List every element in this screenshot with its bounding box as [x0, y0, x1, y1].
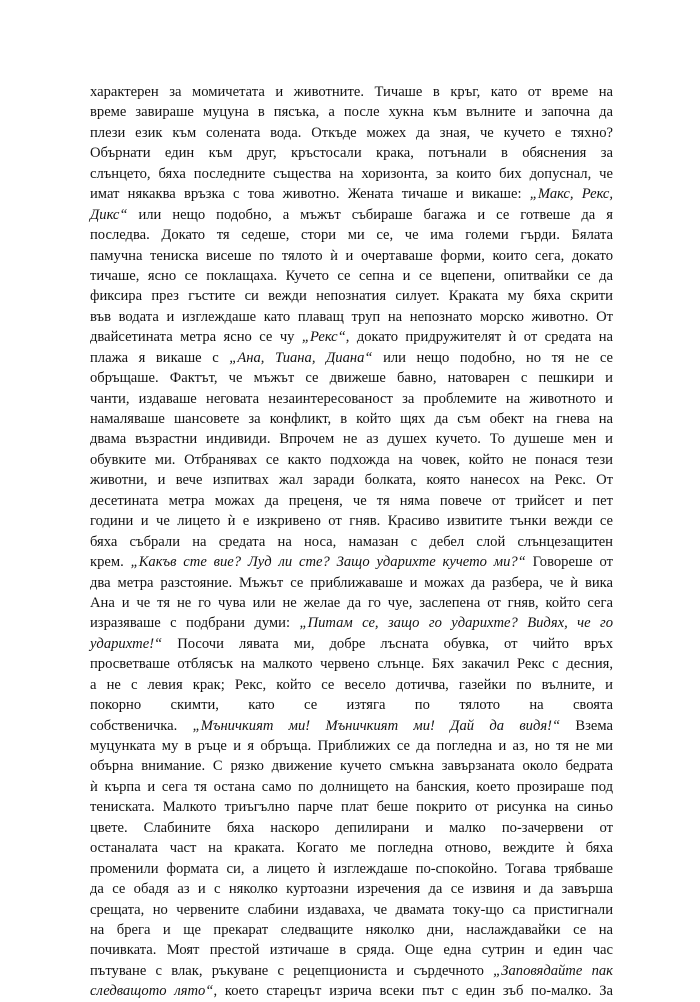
text-segment: а не с левия крак; Рекс, който се весело дотичва, газейки по вълните, и	[90, 676, 613, 693]
text-line	[90, 307, 613, 327]
text-segment: двайсетината метра ясно се чу	[90, 329, 302, 346]
text-line	[90, 654, 613, 674]
text-segment: цвете. Слабините бяха наскоро депилирани и малко по-зачервени от	[90, 819, 613, 836]
italic-segment: „Какъв сте вие? Луд ли сте? Защо ударихте кучето ми?“	[130, 554, 526, 571]
text-line	[90, 205, 613, 225]
text-segment: слънцето, бяха последните същества на хоризонта, за които бих допуснал, че	[90, 165, 613, 182]
text-line	[90, 552, 613, 572]
text-segment: плези език към солената вода. Откъде можех да зная, че кучето е тяхно?	[90, 124, 613, 141]
text-line	[90, 716, 613, 736]
text-segment: имат някаква връзка с това животно. Жената тичаше и викаше:	[90, 186, 530, 203]
text-segment: , което старецът изрича всеки път с един зъб по-малко. За	[213, 983, 614, 1000]
text-segment: характерен за момичетата и животните. Тичаше в кръг, като от време на	[90, 84, 613, 100]
text-line	[90, 123, 613, 143]
text-line	[90, 961, 613, 981]
text-segment: чанти, издаваше неговата незаинтересованост за проблемите на животното и	[90, 390, 613, 407]
text-line	[90, 409, 613, 429]
text-line	[90, 184, 613, 204]
text-line	[90, 981, 613, 1001]
text-segment: обръщаше. Фактът, че мъжът се движеше бавно, натоварен с пешкири и	[90, 370, 613, 387]
text-segment: просветваше отблясък на малкото червено слънце. Бях закачил Рекс с десния,	[90, 656, 613, 673]
body-text	[90, 82, 613, 1002]
text-segment: фиксира през гъстите си вежди непознатия силует. Краката му бяха скрити	[90, 288, 613, 305]
italic-segment: „Макс, Рекс,	[529, 186, 614, 203]
text-segment: бяха събрали на средата на носа, намазан с дебел слой слънцезащитен	[90, 533, 613, 550]
text-segment: във водата и изглеждаше като плаващ труп на непознато морско животно. От	[90, 308, 613, 325]
text-segment: десетината метра можах да преценя, че тя няма повече от трийсет и пет	[90, 492, 613, 509]
text-line	[90, 634, 613, 654]
text-line	[90, 838, 613, 858]
text-segment: двама възрастни индивиди. Впрочем не аз душех кучето. То душеше мен и	[90, 431, 613, 448]
text-line	[90, 491, 613, 511]
text-segment: срещата, но червените слабини издаваха, че двамата току-що са пристигнали	[90, 901, 613, 918]
text-segment: ѝ кърпа и сега тя остана само по долнището на банския, което прозираше под	[90, 778, 613, 795]
text-line	[90, 736, 613, 756]
text-line	[90, 879, 613, 899]
text-segment: тениската. Малкото триъгълно парче плат беше покрито от рисунка на синьо	[90, 799, 613, 816]
text-segment: , докато придружителят ѝ от средата на	[345, 329, 613, 346]
text-line	[90, 859, 613, 879]
text-segment: обърна внимание. С рязко движение кучето смъкна завързаната около бедрата	[90, 758, 613, 775]
text-segment: памучна тениска висеше по тялото ѝ и очертаваше форми, които сега, докато	[90, 247, 613, 264]
text-segment: Взема	[560, 717, 613, 734]
text-segment: крем.	[90, 554, 131, 571]
text-segment: Обърнати един към друг, кръстосали крака, потънали в обяснения за	[90, 145, 613, 162]
text-segment: обувките ми. Отбранявах се както подхожда на човек, който не понася тези	[90, 451, 613, 468]
text-line	[90, 102, 613, 122]
text-segment: или нещо подобно, но тя не се	[372, 349, 613, 366]
italic-segment: „Заповядайте пак	[493, 962, 613, 979]
text-segment: време завираше муцуна в пясъка, а после хукна към вълните и започна да	[90, 104, 613, 121]
text-line	[90, 470, 613, 490]
text-segment: муцунката му в ръце и я обръща. Приближих се да погледна и аз, но тя не ми	[90, 738, 613, 754]
text-line	[90, 143, 613, 163]
text-segment: Посочи лявата ми, добре лъсната обувка, от чийто връх	[162, 635, 613, 652]
italic-segment: „Рекс“	[301, 329, 346, 346]
text-segment: животни, и вече изпитвах жал заради болката, която нанесох на Рекс. От	[90, 472, 613, 489]
text-line	[90, 82, 613, 102]
text-line	[90, 756, 613, 776]
text-segment: два метра разстояние. Мъжът се приближаваше и можах да разбера, че ѝ вика	[90, 574, 613, 591]
text-segment: тичаше, ясно се поклащаха. Кучето се сепна и се вцепени, опитвайки се да	[90, 267, 613, 284]
text-line	[90, 695, 613, 715]
text-segment: Говореше от	[525, 554, 613, 571]
text-segment: останалата част на краката. Когато ме погледна отново, веждите ѝ бяха	[90, 840, 613, 857]
italic-segment: ударихте!“	[90, 635, 163, 652]
text-line	[90, 797, 613, 817]
text-line	[90, 573, 613, 593]
text-line	[90, 389, 613, 409]
text-line	[90, 225, 613, 245]
text-line	[90, 900, 613, 920]
text-segment: Ана и че тя не го чува или не желае да го чуе, заслепена от гняв, който сега	[90, 594, 613, 611]
text-line	[90, 429, 613, 449]
text-line	[90, 368, 613, 388]
text-segment: на брега и ще прекарат следващите няколко дни, наслаждавайки се на	[90, 921, 613, 938]
text-line	[90, 920, 613, 940]
text-segment: собственичка.	[90, 717, 193, 734]
text-line	[90, 593, 613, 613]
text-line	[90, 777, 613, 797]
text-line	[90, 348, 613, 368]
text-segment: пътуване с влак, ръкуване с рецепциониста и сърдечното	[90, 962, 494, 979]
text-line	[90, 675, 613, 695]
text-segment: почивката. Моят престой изтичаше в сряда. Още една сутрин и един час	[90, 942, 613, 959]
text-line	[90, 511, 613, 531]
text-line	[90, 450, 613, 470]
text-line	[90, 532, 613, 552]
text-segment: изразяваше с подбрани думи:	[90, 615, 300, 632]
italic-segment: Дикс“	[90, 206, 128, 223]
text-line	[90, 286, 613, 306]
text-line	[90, 164, 613, 184]
text-line	[90, 613, 613, 633]
text-segment: намаляваше шансовете за конфликт, в който щях да съм обект на гнева на	[90, 411, 613, 427]
text-segment: години и че лицето ѝ е изкривено от гняв. Красиво извитите тънки вежди се	[90, 513, 613, 530]
text-segment: или нещо подобно, а мъжът събираше багажа и се готвеше да я	[127, 206, 613, 223]
italic-segment: следващото лято“	[90, 983, 214, 1000]
text-segment: плажа я викаше с	[90, 349, 230, 366]
italic-segment: „Питам се, защо го ударихте? Видях, че го	[299, 615, 613, 632]
text-line	[90, 940, 613, 960]
text-segment: променили формата си, а лицето ѝ изглеждаше по-спокойно. Тогава трябваше	[90, 860, 613, 877]
italic-segment: „Ана, Тиана, Диана“	[229, 349, 373, 366]
text-line	[90, 327, 613, 347]
text-segment: покорно скимти, като се изтяга по тялото на своята	[90, 697, 613, 714]
text-segment: последва. Докато тя седеше, стори ми се, че има големи гърди. Бялата	[90, 227, 613, 244]
text-segment: да се обадя аз и с няколко куртоазни изречения да се извиня и да завърша	[90, 881, 613, 898]
italic-segment: „Мъничкият ми! Мъничкият ми! Дай да видя!“	[192, 717, 561, 734]
text-line	[90, 818, 613, 838]
text-line	[90, 246, 613, 266]
text-line	[90, 266, 613, 286]
